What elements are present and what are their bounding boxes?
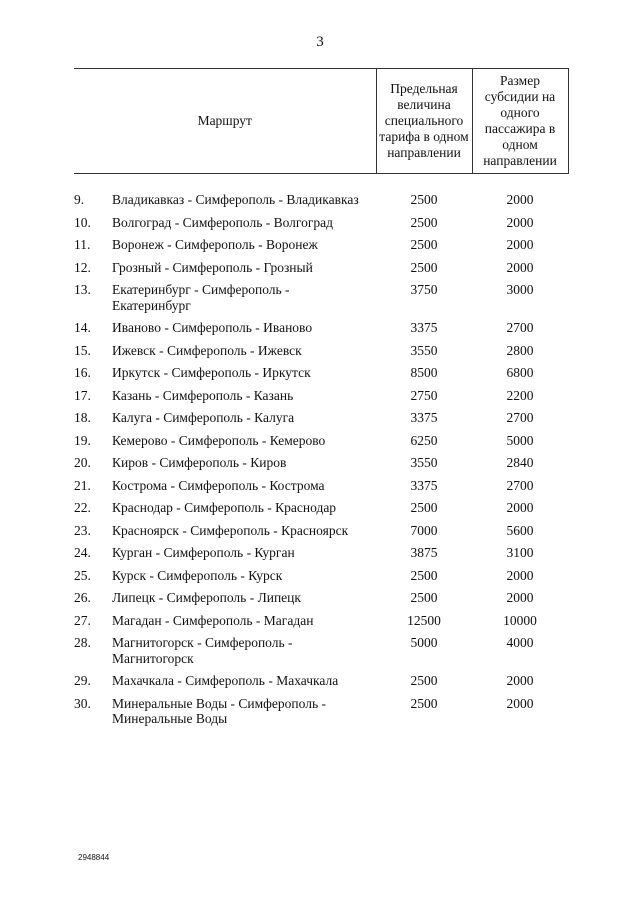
route-cell [74, 215, 376, 238]
table-row [74, 455, 568, 478]
tariff-value: 3375 [410, 410, 438, 425]
row-number: 9. [74, 192, 85, 207]
route-name: Воронеж - Симферополь - Воронеж [112, 237, 318, 252]
row-number: 17. [74, 387, 91, 403]
route-cell [74, 696, 376, 734]
table-row [74, 568, 568, 591]
table-header [74, 69, 568, 174]
tariff-value: 2500 [410, 237, 438, 252]
route-cell [74, 545, 376, 568]
tariff-value: 3750 [410, 282, 438, 297]
document-code: 2948844 [78, 853, 110, 862]
table-row [74, 215, 568, 238]
row-number: 29. [74, 673, 91, 688]
row-number: 22. [74, 500, 91, 515]
route-name: Магадан - Симферополь - Магадан [112, 612, 314, 628]
route-cell [74, 478, 376, 501]
subsidy-value: 3100 [506, 545, 534, 560]
subsidy-value: 2200 [506, 387, 534, 403]
subsidy-value: 2000 [506, 237, 534, 252]
table-row [74, 523, 568, 546]
tariff-value: 2750 [410, 387, 438, 403]
table-row [74, 500, 568, 523]
row-number: 20. [74, 455, 91, 470]
row-number: 25. [74, 567, 91, 583]
route-name: Иваново - Симферополь - Иваново [112, 320, 313, 335]
subsidy-value: 2000 [506, 695, 534, 711]
subsidy-value: 2840 [506, 455, 534, 470]
row-number: 12. [74, 259, 91, 275]
route-name: Владикавказ - Симферополь - Владикавказ [112, 192, 359, 207]
subsidy-value: 10000 [503, 612, 537, 628]
subsidy-value: 2000 [506, 214, 534, 230]
route-cell [74, 433, 376, 456]
row-number: 19. [74, 432, 91, 448]
route-name: Калуга - Симферополь - Калуга [112, 410, 295, 425]
page-number: 3 [316, 34, 324, 50]
tariff-value: 8500 [410, 365, 438, 380]
table-body [74, 174, 568, 734]
tariff-value: 2500 [410, 192, 438, 207]
table-row [74, 320, 568, 343]
route-name: Кемерово - Симферополь - Кемерово [112, 432, 326, 448]
route-name: Иркутск - Симферополь - Иркутск [112, 365, 311, 380]
subsidy-value: 2000 [506, 673, 534, 688]
route-cell [74, 343, 376, 366]
table-row [74, 613, 568, 636]
row-number: 16. [74, 365, 91, 380]
route-cell [74, 673, 376, 696]
route-cell [74, 320, 376, 343]
table-row [74, 590, 568, 613]
subsidy-value: 2000 [506, 192, 534, 207]
table-row [74, 260, 568, 283]
subsidy-value: 3000 [506, 282, 534, 297]
route-cell [74, 410, 376, 433]
subsidy-value: 2000 [506, 259, 534, 275]
table-row [74, 433, 568, 456]
row-number: 14. [74, 320, 91, 335]
route-cell [74, 282, 376, 320]
subsidy-value: 5000 [506, 432, 534, 448]
subsidy-value: 2700 [506, 410, 534, 425]
route-name: Курган - Симферополь - Курган [112, 545, 295, 560]
row-number: 30. [74, 695, 91, 711]
row-number: 11. [74, 237, 91, 252]
route-name: Грозный - Симферополь - Грозный [112, 259, 313, 275]
subsidy-value: 5600 [506, 522, 534, 538]
route-cell [74, 500, 376, 523]
tariff-table [74, 68, 569, 734]
route-name: Екатеринбург - Симферополь - Екатеринбург [112, 282, 290, 313]
route-cell [74, 523, 376, 546]
table-row [74, 343, 568, 366]
table-row [74, 478, 568, 501]
route-name: Краснодар - Симферополь - Краснодар [112, 500, 337, 515]
tariff-value: 2500 [410, 695, 438, 711]
table-row [74, 545, 568, 568]
route-name: Казань - Симферополь - Казань [112, 387, 294, 403]
table-row [74, 237, 568, 260]
row-number: 13. [74, 282, 91, 297]
route-name: Минеральные Воды - Симферополь - Минеральные Воды [112, 695, 326, 726]
route-cell [74, 192, 376, 215]
header-route: Маршрут [197, 113, 252, 128]
row-number: 24. [74, 545, 91, 560]
route-cell [74, 260, 376, 283]
tariff-value: 3375 [410, 477, 438, 493]
tariff-value: 2500 [410, 214, 438, 230]
header-tariff: Предельная величина специального тарифа в одном направлении [376, 69, 472, 174]
subsidy-value: 2000 [506, 500, 534, 515]
route-cell [74, 568, 376, 591]
row-number: 23. [74, 522, 91, 538]
tariff-value: 3875 [410, 545, 438, 560]
tariff-value: 12500 [407, 612, 441, 628]
route-cell [74, 635, 376, 673]
table-row [74, 410, 568, 433]
table-row [74, 673, 568, 696]
route-cell [74, 365, 376, 388]
subsidy-value: 4000 [506, 635, 534, 650]
route-cell [74, 590, 376, 613]
tariff-value: 3550 [410, 342, 438, 358]
route-name: Махачкала - Симферополь - Махачкала [112, 673, 339, 688]
table-row [74, 282, 568, 320]
table-row [74, 192, 568, 215]
route-name: Киров - Симферополь - Киров [112, 455, 287, 470]
row-number: 15. [74, 342, 91, 358]
subsidy-value: 2000 [506, 567, 534, 583]
table-row [74, 365, 568, 388]
tariff-value: 3550 [410, 455, 438, 470]
route-cell [74, 613, 376, 636]
table-row [74, 696, 568, 734]
tariff-value: 2500 [410, 673, 438, 688]
route-cell [74, 388, 376, 411]
route-name: Кострома - Симферополь - Кострома [112, 477, 325, 493]
tariff-value: 7000 [410, 522, 438, 538]
table-row [74, 635, 568, 673]
subsidy-value: 2700 [506, 477, 534, 493]
route-name: Липецк - Симферополь - Липецк [112, 590, 301, 605]
route-name: Магнитогорск - Симферополь - Магнитогорск [112, 635, 293, 666]
tariff-value: 5000 [410, 635, 438, 650]
tariff-value: 2500 [410, 590, 438, 605]
table-row [74, 388, 568, 411]
row-number: 28. [74, 635, 91, 650]
tariff-value: 6250 [410, 432, 438, 448]
route-cell [74, 455, 376, 478]
subsidy-value: 6800 [506, 365, 534, 380]
route-name: Курск - Симферополь - Курск [112, 567, 283, 583]
tariff-value: 2500 [410, 259, 438, 275]
route-name: Ижевск - Симферополь - Ижевск [112, 342, 302, 358]
row-number: 26. [74, 590, 91, 605]
header-subsidy: Размер субсидии на одного пассажира в одном направлении [472, 69, 568, 174]
row-number: 27. [74, 612, 91, 628]
route-name: Красноярск - Симферополь - Красноярск [112, 522, 349, 538]
subsidy-value: 2700 [506, 320, 534, 335]
subsidy-value: 2800 [506, 342, 534, 358]
row-number: 21. [74, 477, 91, 493]
route-cell [74, 237, 376, 260]
subsidy-value: 2000 [506, 590, 534, 605]
tariff-value: 2500 [410, 500, 438, 515]
row-number: 10. [74, 214, 91, 230]
tariff-value: 3375 [410, 320, 438, 335]
row-number: 18. [74, 410, 91, 425]
tariff-value: 2500 [410, 567, 438, 583]
route-name: Волгоград - Симферополь - Волгоград [112, 214, 334, 230]
